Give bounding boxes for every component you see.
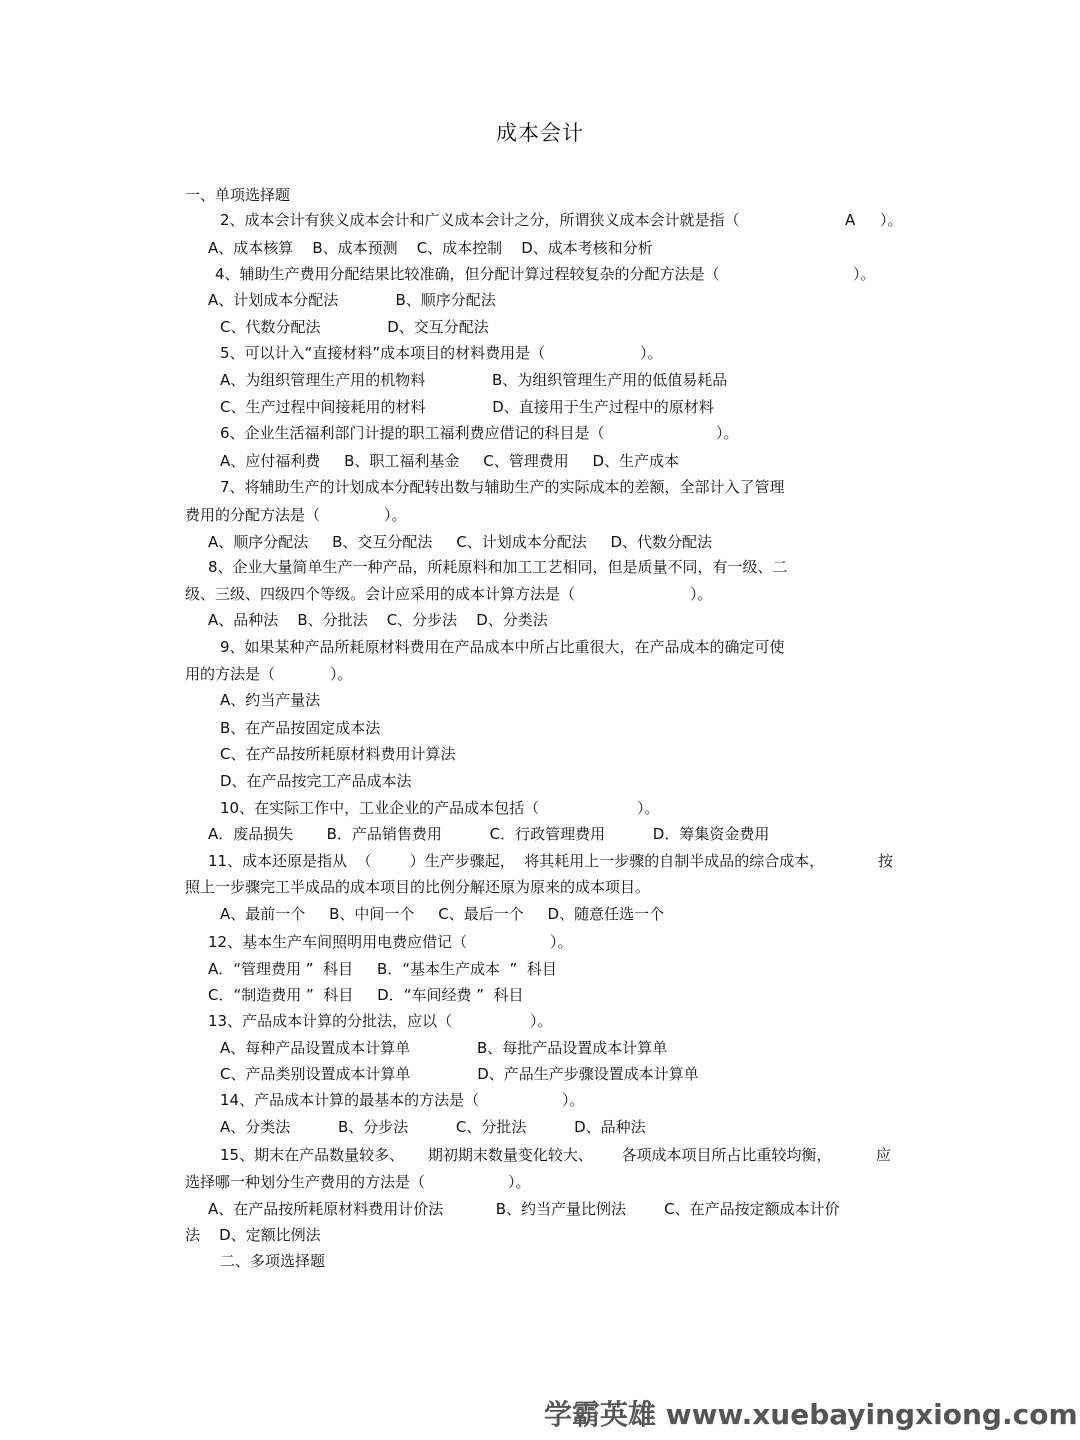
watermark — [544, 1393, 1078, 1433]
question-5-close: ）。 — [640, 344, 663, 362]
question-2-answer: A — [845, 211, 856, 229]
question-7-options: A、顺序分配法 B、交互分配法 C、计划成本分配法 D、代数分配法 — [208, 533, 713, 551]
question-4: 4、辅助生产费用分配结果比较准确，但分配计算过程较复杂的分配方法是（ — [215, 265, 720, 283]
question-9-option-c: C、在产品按所耗原材料费用计算法 — [220, 745, 456, 763]
question-12-options-2: C．“制造费用 ” 科目 D．“车间经费 ” 科目 — [208, 986, 524, 1004]
question-9-option-d: D、在产品按完工产品成本法 — [220, 772, 412, 790]
question-9-option-b: B、在产品按固定成本法 — [220, 719, 381, 737]
question-15-close: ）。 — [508, 1173, 531, 1191]
question-4-close: ）。 — [853, 265, 876, 283]
question-2: 2、成本会计有狭义成本会计和广义成本会计之分，所谓狭义成本会计就是指（ — [220, 211, 740, 229]
question-12: 12、基本生产车间照明用电费应借记（ — [208, 933, 468, 951]
question-8-close: ）。 — [690, 585, 713, 603]
question-12-options-1: A．“管理费用 ” 科目 B．“基本生产成本 ” 科目 — [208, 960, 557, 978]
question-15-options: A、在产品按所耗原材料费用计价法 B、约当产量比例法 C、在产品按定额成本计价 — [208, 1200, 840, 1218]
question-6: 6、企业生活福利部门计提的职工福利费应借记的科目是（ — [220, 424, 605, 442]
question-6-options: A、应付福利费 B、职工福利基金 C、管理费用 D、生产成本 — [220, 452, 680, 470]
question-10-close: ）。 — [637, 799, 660, 817]
question-12-close: ）。 — [550, 933, 573, 951]
question-15-options-2: 法 D、定额比例法 — [185, 1226, 321, 1244]
question-14: 14、产品成本计算的最基本的方法是（ — [220, 1091, 480, 1109]
question-7-close: ）。 — [384, 506, 407, 524]
question-5: 5、可以计入“直接材料”成本项目的材料费用是（ — [220, 344, 546, 362]
question-6-close: ）。 — [716, 424, 739, 442]
question-2-options: A、成本核算 B、成本预测 C、成本控制 D、成本考核和分析 — [208, 239, 653, 257]
question-8: 8、企业大量简单生产一种产品，所耗原料和加工工艺相同，但是质量不同，有一级、二 — [208, 558, 788, 576]
question-11-line-2: 照上一步骤完工半成品的成本项目的比例分解还原为原来的成本项目。 — [185, 878, 651, 896]
question-9: 9、如果某种产品所耗原材料费用在产品成本中所占比重很大，在产品成本的确定可使 — [220, 638, 785, 656]
question-15-line-2: 选择哪一种划分生产费用的方法是（ — [185, 1173, 426, 1191]
question-8-line-2: 级、三级、四级四个等级。会计应采用的成本计算方法是（ — [185, 585, 576, 603]
question-15: 15、期末在产品数量较多、 期初期末数量变化较大、 各项成本项目所占比重较均衡， — [220, 1146, 832, 1164]
question-2-close: ）。 — [880, 211, 903, 229]
section-single-choice: 一、单项选择题 — [185, 186, 291, 204]
question-15-tail: 应 — [876, 1146, 892, 1164]
question-9-close: ）。 — [330, 665, 353, 683]
question-10: 10、在实际工作中，工业企业的产品成本包括（ — [220, 799, 540, 817]
watermark-cn: 学霸英雄 — [544, 1398, 657, 1431]
question-14-close: ）。 — [562, 1091, 585, 1109]
question-11-options: A、最前一个 B、中间一个 C、最后一个 D、随意任选一个 — [220, 905, 665, 923]
question-11-tail: 按 — [878, 852, 894, 870]
question-13-options-2: C、产品类别设置成本计算单 D、产品生产步骤设置成本计算单 — [220, 1065, 699, 1083]
watermark-url: www.xuebayingxiong.com — [665, 1398, 1078, 1431]
document-title: 成本会计 — [496, 121, 584, 145]
question-14-options: A、分类法 B、分步法 C、分批法 D、品种法 — [220, 1118, 646, 1136]
question-13-options-1: A、每种产品设置成本计算单 B、每批产品设置成本计算单 — [220, 1039, 668, 1057]
question-10-options: A．废品损失 B．产品销售费用 C．行政管理费用 D．筹集资金费用 — [208, 825, 770, 843]
question-7: 7、将辅助生产的计划成本分配转出数与辅助生产的实际成本的差额，全部计入了管理 — [220, 478, 785, 496]
question-4-options-2: C、代数分配法 D、交互分配法 — [220, 318, 489, 336]
question-7-line-2: 费用的分配方法是（ — [185, 506, 321, 524]
section-multiple-choice: 二、多项选择题 — [220, 1252, 326, 1270]
question-13-close: ）。 — [530, 1012, 553, 1030]
question-13: 13、产品成本计算的分批法，应以（ — [208, 1012, 453, 1030]
question-5-options-1: A、为组织管理生产用的机物料 B、为组织管理生产用的低值易耗品 — [220, 371, 728, 389]
question-9-option-a: A、约当产量法 — [220, 691, 321, 709]
question-8-options: A、品种法 B、分批法 C、分步法 D、分类法 — [208, 611, 548, 629]
question-11: 11、成本还原是指从 （ ）生产步骤起， 将其耗用上一步骤的自制半成品的综合成本， — [208, 852, 825, 870]
question-9-line-2: 用的方法是（ — [185, 665, 276, 683]
question-4-options-1: A、计划成本分配法 B、顺序分配法 — [208, 291, 496, 309]
question-5-options-2: C、生产过程中间接耗用的材料 D、直接用于生产过程中的原材料 — [220, 398, 714, 416]
